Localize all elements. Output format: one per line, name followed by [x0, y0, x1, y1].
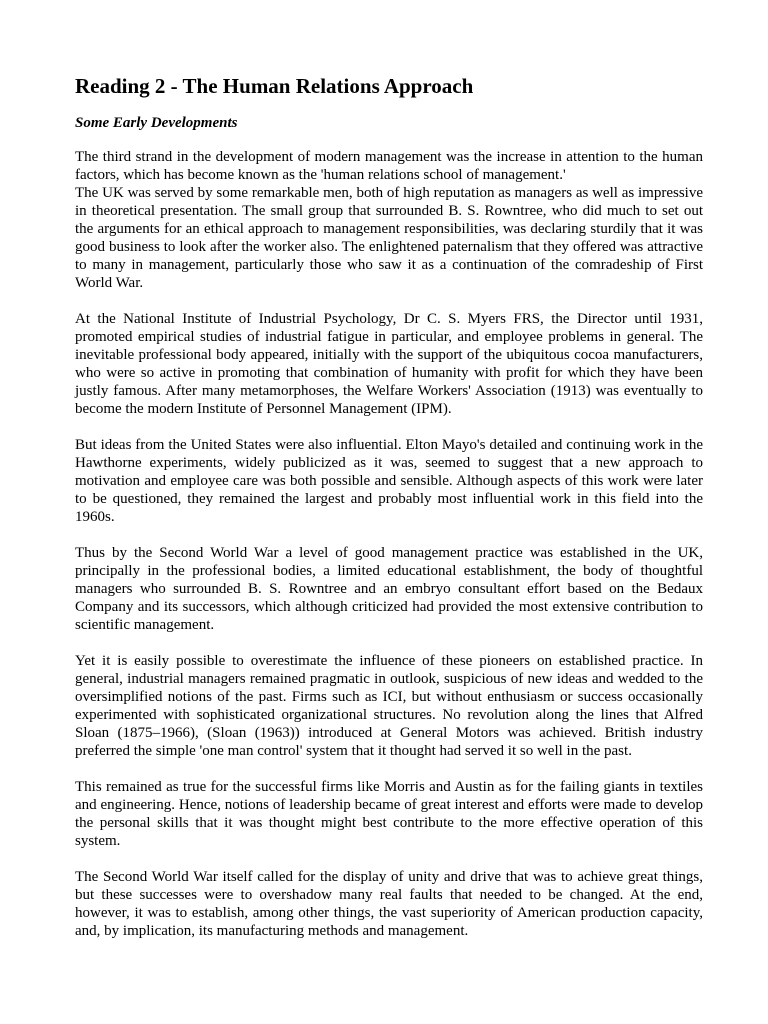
- paragraph-morris-austin: This remained as true for the successful firms like Morris and Austin as for the failing giants in textiles and engineering. Hence, notions of leadership became of great interest and efforts were made to develop the personal skills that it was thought might best contribute to the more effective operation of this system.: [75, 779, 703, 849]
- paragraph-war-itself: The Second World War itself called for the display of unity and drive that was to achieve great things, but these successes were to overshadow many real faults that needed to be changed. At the end, however, it was to establish, among other things, the vast superiority of American production capacity, and, by implication, its manufacturing methods and management.: [75, 869, 703, 939]
- document-page: [75, 74, 703, 940]
- paragraph-intro: The third strand in the development of modern management was the increase in attention to the human factors, which has become known as the 'human relations school of management.': [75, 149, 703, 183]
- page-title: Reading 2 - The Human Relations Approach: [75, 74, 474, 98]
- paragraph-overestimate: Yet it is easily possible to overestimate the influence of these pioneers on established practice. In general, industrial managers remained pragmatic in outlook, suspicious of new ideas and wedded to the oversimplified notions of the past. Firms such as ICI, but without enthusiasm or success occasionally experimented with sophisticated organizational structures. No revolution along the lines that Alfred Sloan (1875–1966), (Sloan (1963)) introduced at General Motors was achieved. British industry preferred the simple 'one man control' system that it thought had served it so well in the past.: [75, 653, 703, 759]
- paragraph-second-world-war-practice: Thus by the Second World War a level of good management practice was established in the UK, principally in the professional bodies, a limited educational establishment, the body of thoughtful managers who surrounded B. S. Rowntree and an embryo consultant effort based on the Bedaux Company and its successors, which although criticized had provided the most extensive contribution to scientific management.: [75, 545, 703, 633]
- section-subtitle: Some Early Developments: [75, 115, 238, 131]
- paragraph-nip: At the National Institute of Industrial Psychology, Dr C. S. Myers FRS, the Director until 1931, promoted empirical studies of industrial fatigue in particular, and employee problems in general. The inevitable professional body appeared, initially with the support of the ubiquitous cocoa manufacturers, who were so active in promoting that combination of humanity with profit for which they have been justly famous. After many metamorphoses, the Welfare Workers' Association (1913) was eventually to become the modern Institute of Personnel Management (IPM).: [75, 311, 703, 417]
- paragraph-uk-rowntree: The UK was served by some remarkable men, both of high reputation as managers as well as impressive in theoretical presentation. The small group that surrounded B. S. Rowntree, who did much to set out the arguments for an ethical approach to management responsibilities, was declaring sturdily that it was good business to look after the worker also. The enlightened paternalism that they offered was attractive to many in management, particularly those who saw it as a continuation of the comradeship of First World War.: [75, 185, 703, 291]
- paragraph-hawthorne: But ideas from the United States were also influential. Elton Mayo's detailed and continuing work in the Hawthorne experiments, widely publicized as it was, seemed to suggest that a new approach to motivation and employee care was both possible and sensible. Although aspects of this work were later to be questioned, they remained the largest and probably most influential work in this field into the 1960s.: [75, 437, 703, 525]
